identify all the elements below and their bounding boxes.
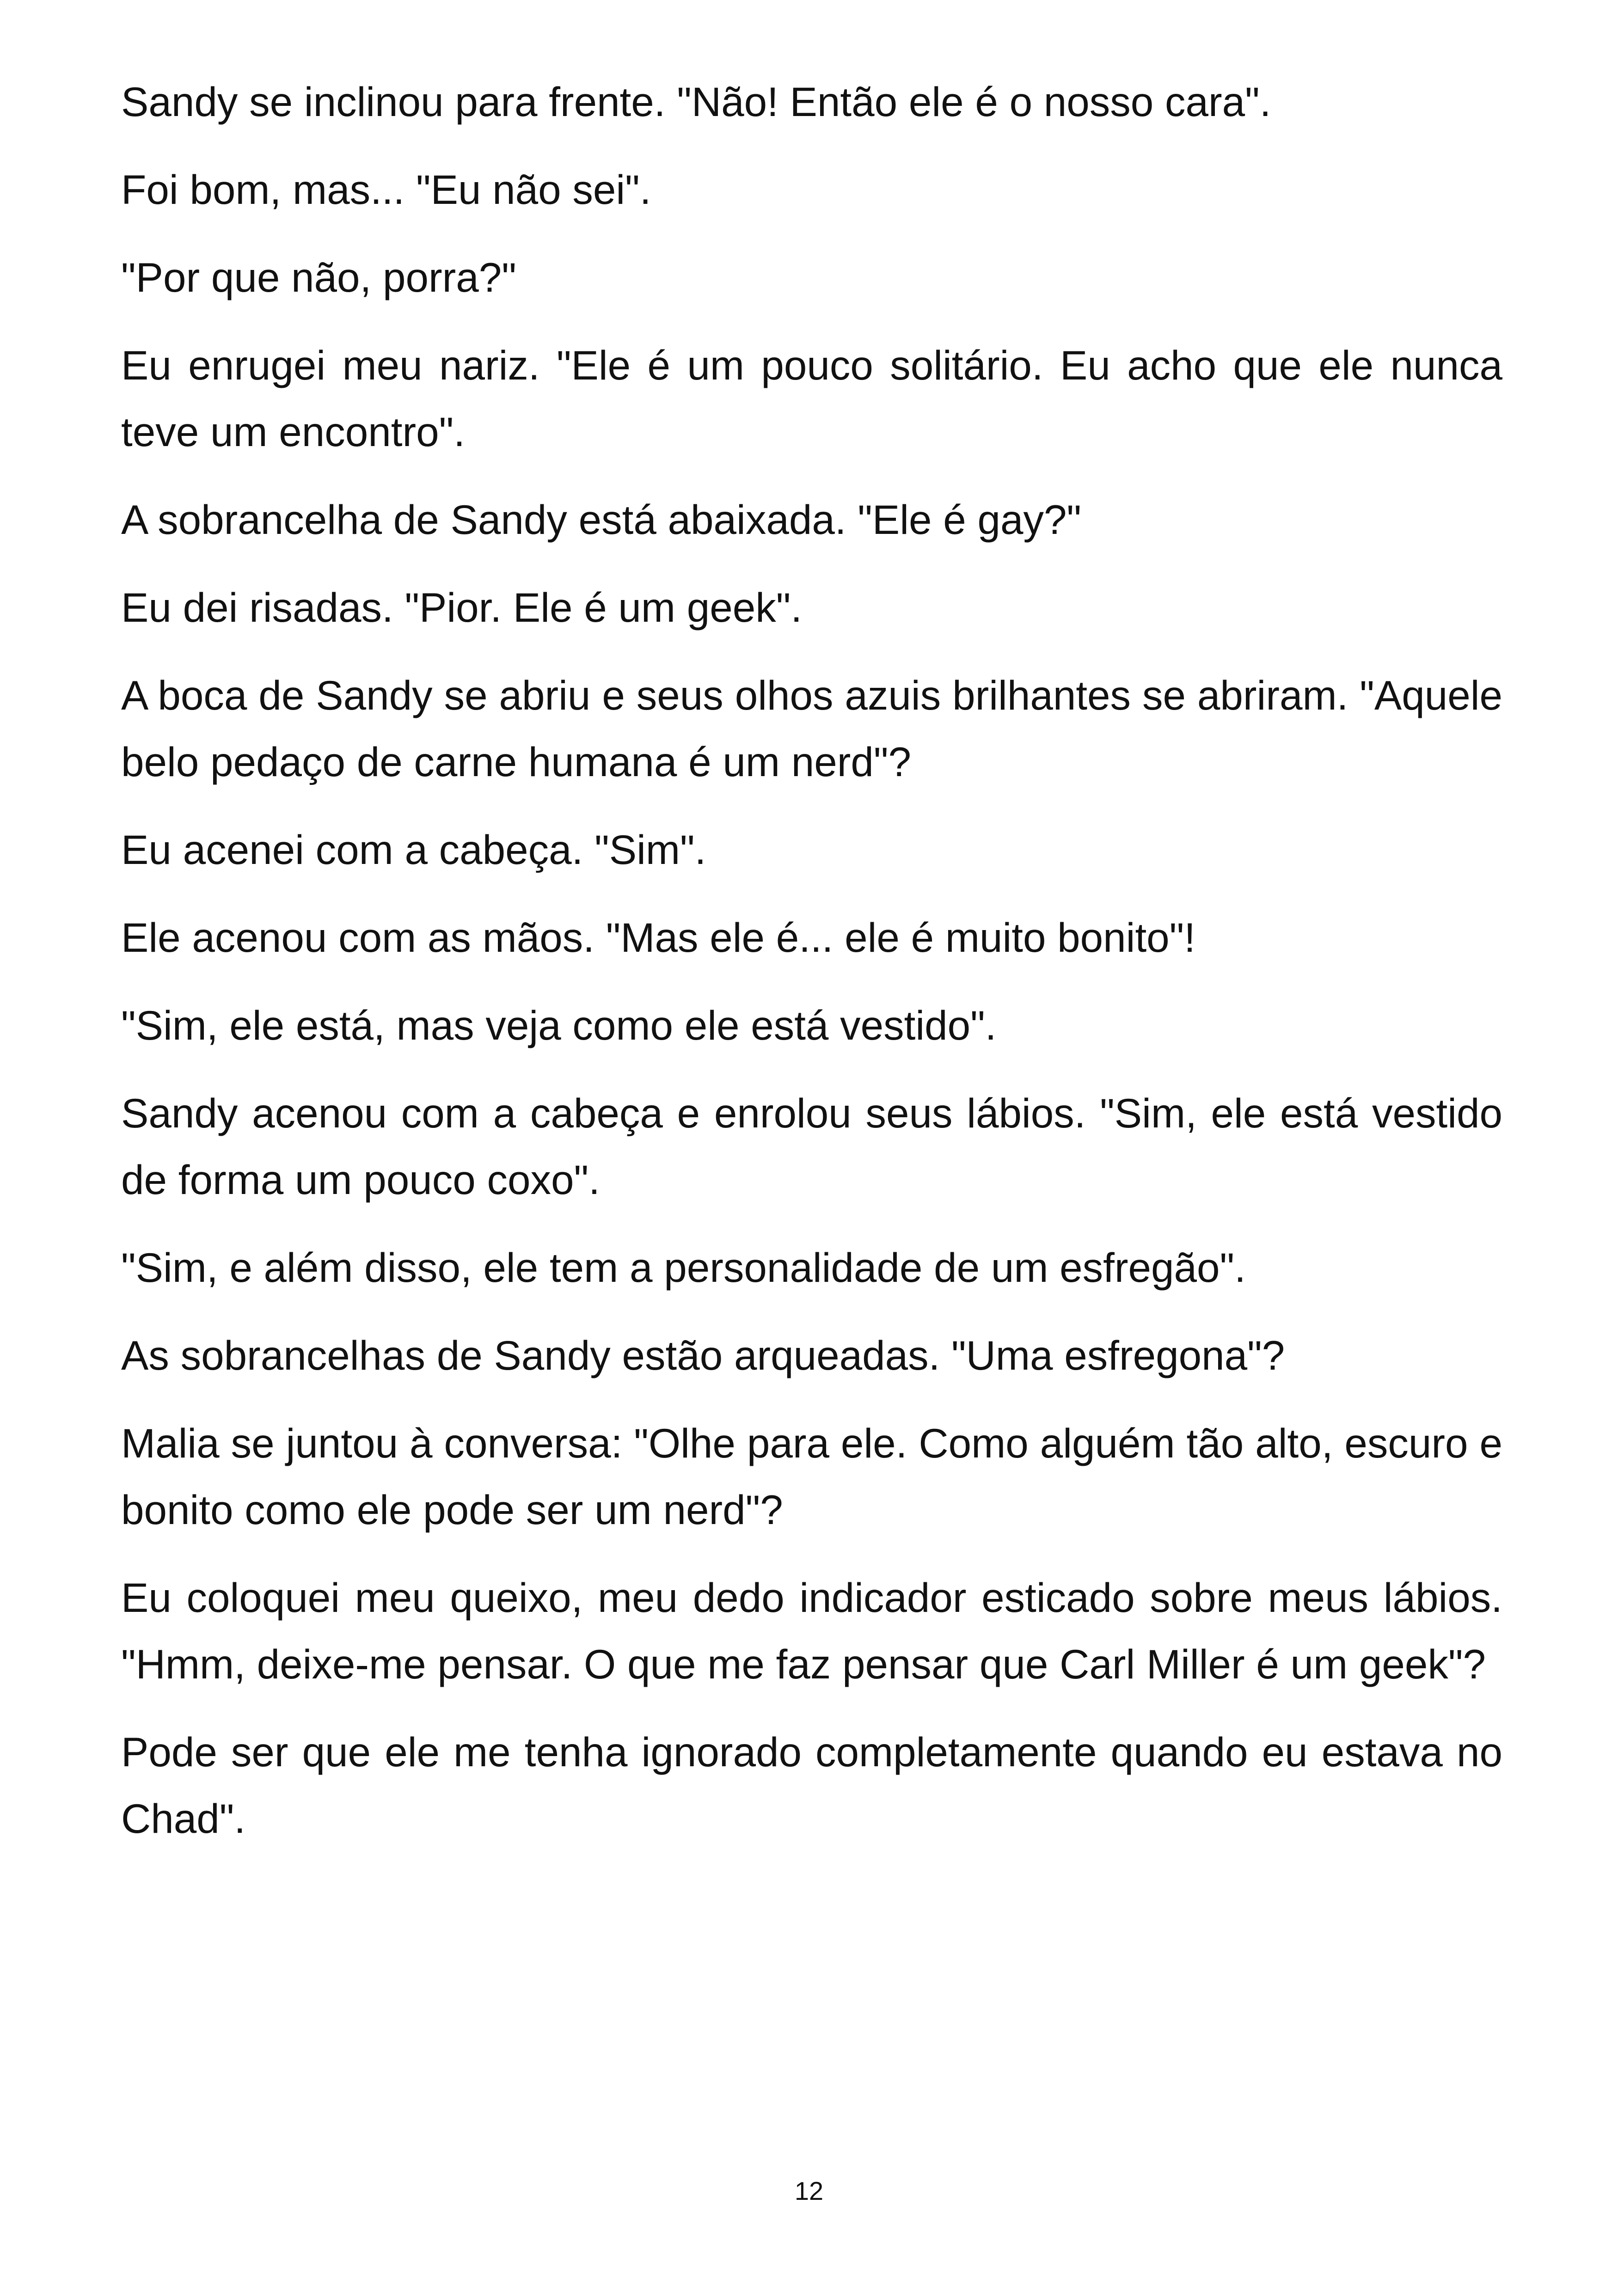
body-text <box>121 68 1502 1873</box>
paragraph: "Sim, e além disso, ele tem a personalidade de um esfregão". <box>121 1244 1246 1291</box>
paragraph: A sobrancelha de Sandy está abaixada. "Ele é gay?" <box>121 496 1082 543</box>
paragraph: Sandy se inclinou para frente. "Não! Então ele é o nosso cara". <box>121 79 1271 125</box>
page-number: 12 <box>794 2176 824 2205</box>
paragraph: Foi bom, mas... "Eu não sei". <box>121 166 651 213</box>
paragraph: Malia se juntou à conversa: "Olhe para ele. Como alguém tão alto, escuro e bonito como ele pode ser um nerd"? <box>121 1420 1502 1533</box>
paragraph: "Sim, ele está, mas veja como ele está vestido". <box>121 1002 997 1048</box>
paragraph: Eu dei risadas. "Pior. Ele é um geek". <box>121 584 803 631</box>
paragraph: A boca de Sandy se abriu e seus olhos azuis brilhantes se abriram. "Aquele belo pedaço de carne humana é um nerd"? <box>121 672 1502 785</box>
paragraph: Eu acenei com a cabeça. "Sim". <box>121 827 706 873</box>
paragraph: As sobrancelhas de Sandy estão arqueadas. "Uma esfregona"? <box>121 1332 1285 1378</box>
paragraph: Eu enrugei meu nariz. "Ele é um pouco solitário. Eu acho que ele nunca teve um encontro". <box>121 342 1502 455</box>
paragraph: Sandy acenou com a cabeça e enrolou seus lábios. "Sim, ele está vestido de forma um pouco coxo". <box>121 1090 1502 1203</box>
paragraph: "Por que não, porra?" <box>121 254 516 300</box>
paragraph: Ele acenou com as mãos. "Mas ele é... ele é muito bonito"! <box>121 914 1195 961</box>
paragraph: Eu coloquei meu queixo, meu dedo indicador esticado sobre meus lábios. "Hmm, deixe-me pensar. O que me faz pensar que Carl Miller é um geek"? <box>121 1574 1502 1687</box>
paragraph: Pode ser que ele me tenha ignorado completamente quando eu estava no Chad". <box>121 1729 1502 1842</box>
